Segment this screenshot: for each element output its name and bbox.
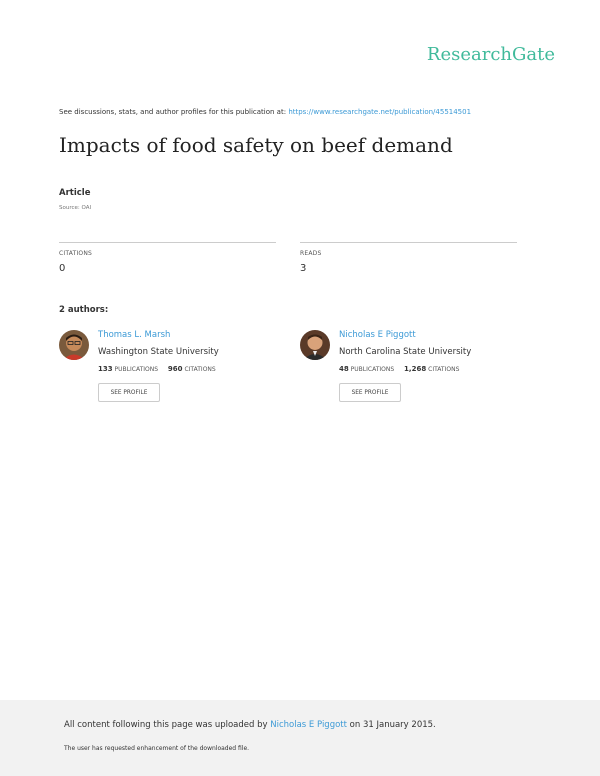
avatar-photo-icon [59, 330, 89, 360]
author-citations-label: CITATIONS [428, 366, 460, 373]
avatar[interactable] [59, 330, 89, 360]
upload-suffix: on 31 January 2015. [349, 720, 436, 730]
author-citations-count: 960 [167, 365, 183, 373]
uploader-link[interactable]: Nicholas E Piggott [270, 720, 347, 730]
author-name-link[interactable]: Nicholas E Piggott [339, 330, 416, 340]
reads-value: 3 [300, 263, 307, 274]
footer [0, 700, 600, 776]
authors-heading: 2 authors: [59, 305, 109, 315]
author-citations-count: 1,268 [404, 365, 427, 373]
publication-link[interactable]: https://www.researchgate.net/publication/45514501 [288, 108, 472, 116]
enhancement-note: The user has requested enhancement of the downloaded file. [64, 745, 250, 752]
see-profile-button[interactable]: SEE PROFILE [98, 383, 160, 402]
citations-value: 0 [59, 263, 66, 274]
author-publications-label: PUBLICATIONS [350, 366, 395, 373]
publication-title: Impacts of food safety on beef demand [59, 133, 453, 157]
author-institution: Washington State University [98, 347, 219, 357]
avatar-photo-icon [300, 330, 330, 360]
upload-prefix: All content following this page was uploaded by [64, 720, 268, 730]
reads-label: READS [300, 250, 322, 257]
author-institution: North Carolina State University [339, 347, 472, 357]
author-stats [98, 365, 216, 373]
researchgate-logo[interactable]: ResearchGate [426, 44, 555, 65]
discussion-text: See discussions, stats, and author profiles for this publication at: [59, 108, 287, 116]
see-profile-button[interactable]: SEE PROFILE [339, 383, 401, 402]
author-publications-count: 133 [98, 365, 113, 373]
author-name-link[interactable]: Thomas L. Marsh [98, 330, 171, 340]
citations-label: CITATIONS [59, 250, 93, 257]
publication-source: Source: OAI [59, 205, 92, 211]
discussion-line [59, 108, 471, 116]
upload-info [64, 720, 436, 730]
author-publications-count: 48 [339, 365, 349, 373]
author-citations-label: CITATIONS [184, 366, 216, 373]
author-stats [339, 365, 459, 373]
author-publications-label: PUBLICATIONS [114, 366, 159, 373]
avatar[interactable] [300, 330, 330, 360]
reads-stat [300, 242, 517, 274]
publication-type: Article [59, 188, 91, 198]
citations-stat [59, 242, 276, 274]
